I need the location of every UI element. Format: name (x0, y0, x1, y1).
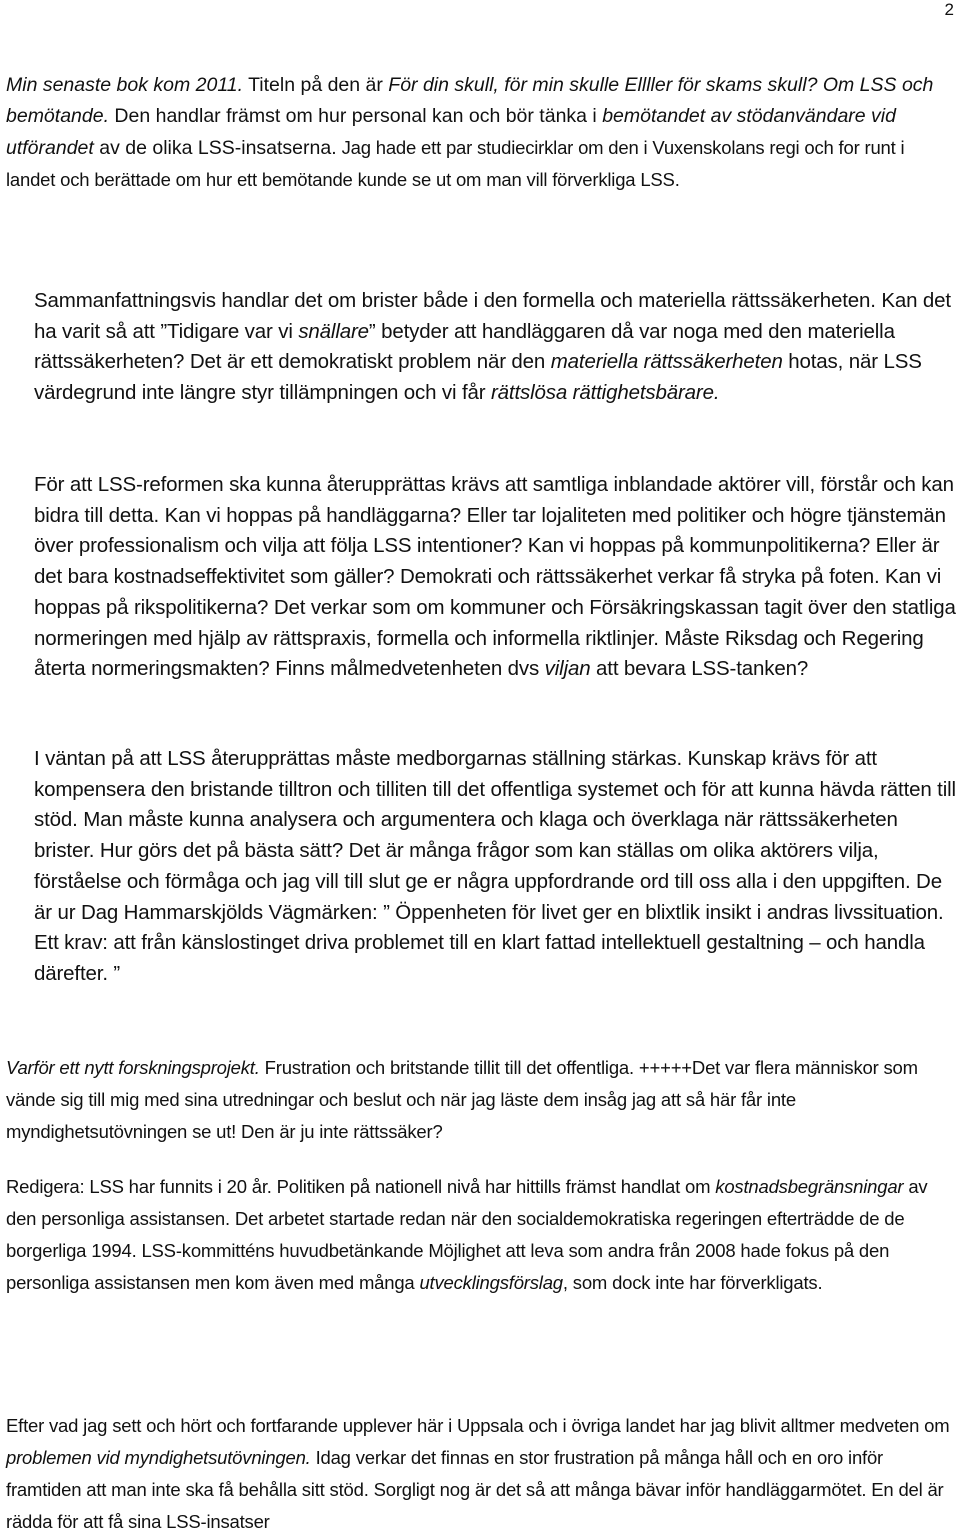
p2-text-a: För att LSS-reformen ska kunna återupprättas krävs att samtliga inblandade aktörer vill, förstår och kan bidra till detta. Kan vi hoppas på handläggarna? Eller tar lojaliteten med politiker och högre tjänstemän över professionalism och vilja att följa LSS intentioner? Kan vi hoppas på kommunpolitikerna? Eller är det bara kostnadseffektivitet som gäller? Demokrati och rättssäkerhet verkar få stryka på foten. Kan vi hoppas på rikspolitikerna? Det verkar som om kommuner och Försäkringskassan tagit över den statliga normeringen med hjälp av rättspraxis, formella och informella riktlinjer. Måste Riksdag och Regering återta normeringsmakten? Finns målmedvetenheten dvs (34, 473, 956, 681)
p1-text-a: Sammanfattningsvis handlar det om brister både i den formella och materiella rättssäkerheten. Kan det ha varit så att ”Tidigare var vi (34, 289, 951, 343)
intro-paragraph (6, 70, 958, 196)
page-number: 2 (944, 0, 954, 19)
p1-italic-d: materiella rättssäkerheten (550, 350, 783, 374)
p5-text-a: Redigera: LSS har funnits i 20 år. Politiken på nationell nivå har hittills främst handlat om (6, 1176, 716, 1197)
p1-italic-b: snällare (298, 319, 369, 343)
intro-text-6: Den handlar främst om hur personal kan och bör tänka i (109, 105, 603, 127)
intro-text-8: av de olika LSS-insatserna. (93, 137, 337, 159)
paragraph-uppsala (6, 1410, 958, 1538)
paragraph-summary (34, 286, 958, 409)
p6-italic-b: problemen vid myndighetsutövningen. (6, 1447, 311, 1468)
p5-italic-b: kostnadsbegränsningar (715, 1176, 904, 1197)
p4-text-b: Frustration och britstande tillit till det offentliga. +++++Det var flera människor som vände sig till mig med sina utredningar och beslut och när jag läste dem insåg jag att så här får inte myndighetsutövningen se ut! Den är ju inte rättssäker? (6, 1057, 918, 1142)
paragraph-redigera (6, 1171, 958, 1299)
intro-book-title: För din skull, för min skulle Ellller för skams skull? (388, 74, 818, 96)
intro-italic-5: Om LSS och bemötande. (6, 74, 934, 127)
p5-text-c: av den personliga assistansen. Det arbetet startade redan när den socialdemokratiska regeringen efterträdde de de borgerliga 1994. LSS-kommitténs huvudbetänkande Möjlighet att leva som andra från 2008 hade fokus på den personliga assistansen men kom även med många (6, 1176, 928, 1293)
p5-italic-d: utvecklingsförslag (419, 1272, 563, 1293)
p1-text-c: ” betyder att handläggaren då var noga med den materiella rättssäkerheten? Det är ett demokratiskt problem när den (34, 319, 895, 374)
intro-italic-1: Min senaste bok kom 2011. (6, 74, 244, 96)
paragraph-citizens (34, 744, 958, 990)
paragraph-research-project (6, 1052, 958, 1148)
intro-italic-7: bemötandet av stödanvändare vid utförandet (6, 105, 896, 159)
intro-text-9: Jag hade ett par studiecirklar om den i Vuxenskolans regi och for runt i landet och berättade om hur ett bemötande kunde se ut om man vill förverkliga LSS. (6, 137, 905, 190)
p2-italic-b: viljan (544, 657, 591, 681)
p1-italic-f: rättslösa rättighetsbärare. (490, 381, 720, 405)
p1-text-e: hotas, när LSS värdegrund inte längre styr tillämpningen och vi får (34, 350, 922, 405)
p6-text-a: Efter vad jag sett och hört och fortfarande upplever här i Uppsala och i övriga landet har jag blivit alltmer medveten om (6, 1415, 950, 1436)
p3-text-a: I väntan på att LSS återupprättas måste medborgarnas ställning stärkas. Kunskap krävs för att kompensera den bristande tilltron och tilliten till det offentliga systemet och för att kunna hävda rätten till stöd. Man måste kunna analysera och argumentera och klaga och överklaga när rättssäkerheten brister. Hur görs det på bästa sätt? Det är många frågor som kan ställas om olika aktörers vilja, förståelse och förmåga och jag vill till slut ge er några uppfordrande ord till oss alla i den uppgiften. De är ur Dag Hammarskjölds Vägmärken: ” Öppenheten för livet ger en blixtlik insikt i andras livssituation. Ett krav: att från känslostinget driva problemet till en klart fattad intellektuell gestaltning – och handla därefter. ” (34, 747, 956, 985)
p4-italic-a: Varför ett nytt forskningsprojekt. (6, 1057, 260, 1078)
p2-text-c: att bevara LSS-tanken? (590, 657, 809, 681)
intro-text-2: Titeln på den är (243, 74, 389, 96)
paragraph-reform (34, 470, 958, 685)
p6-text-c: Idag verkar det finnas en stor frustration på många håll och en oro inför framtiden att man inte ska få behålla sitt stöd. Sorgligt nog är det så att många bävar inför handläggarmötet. En del är rädda för att få sina LSS-insatser (6, 1447, 944, 1532)
p5-text-e: , som dock inte har förverkligats. (562, 1272, 823, 1293)
